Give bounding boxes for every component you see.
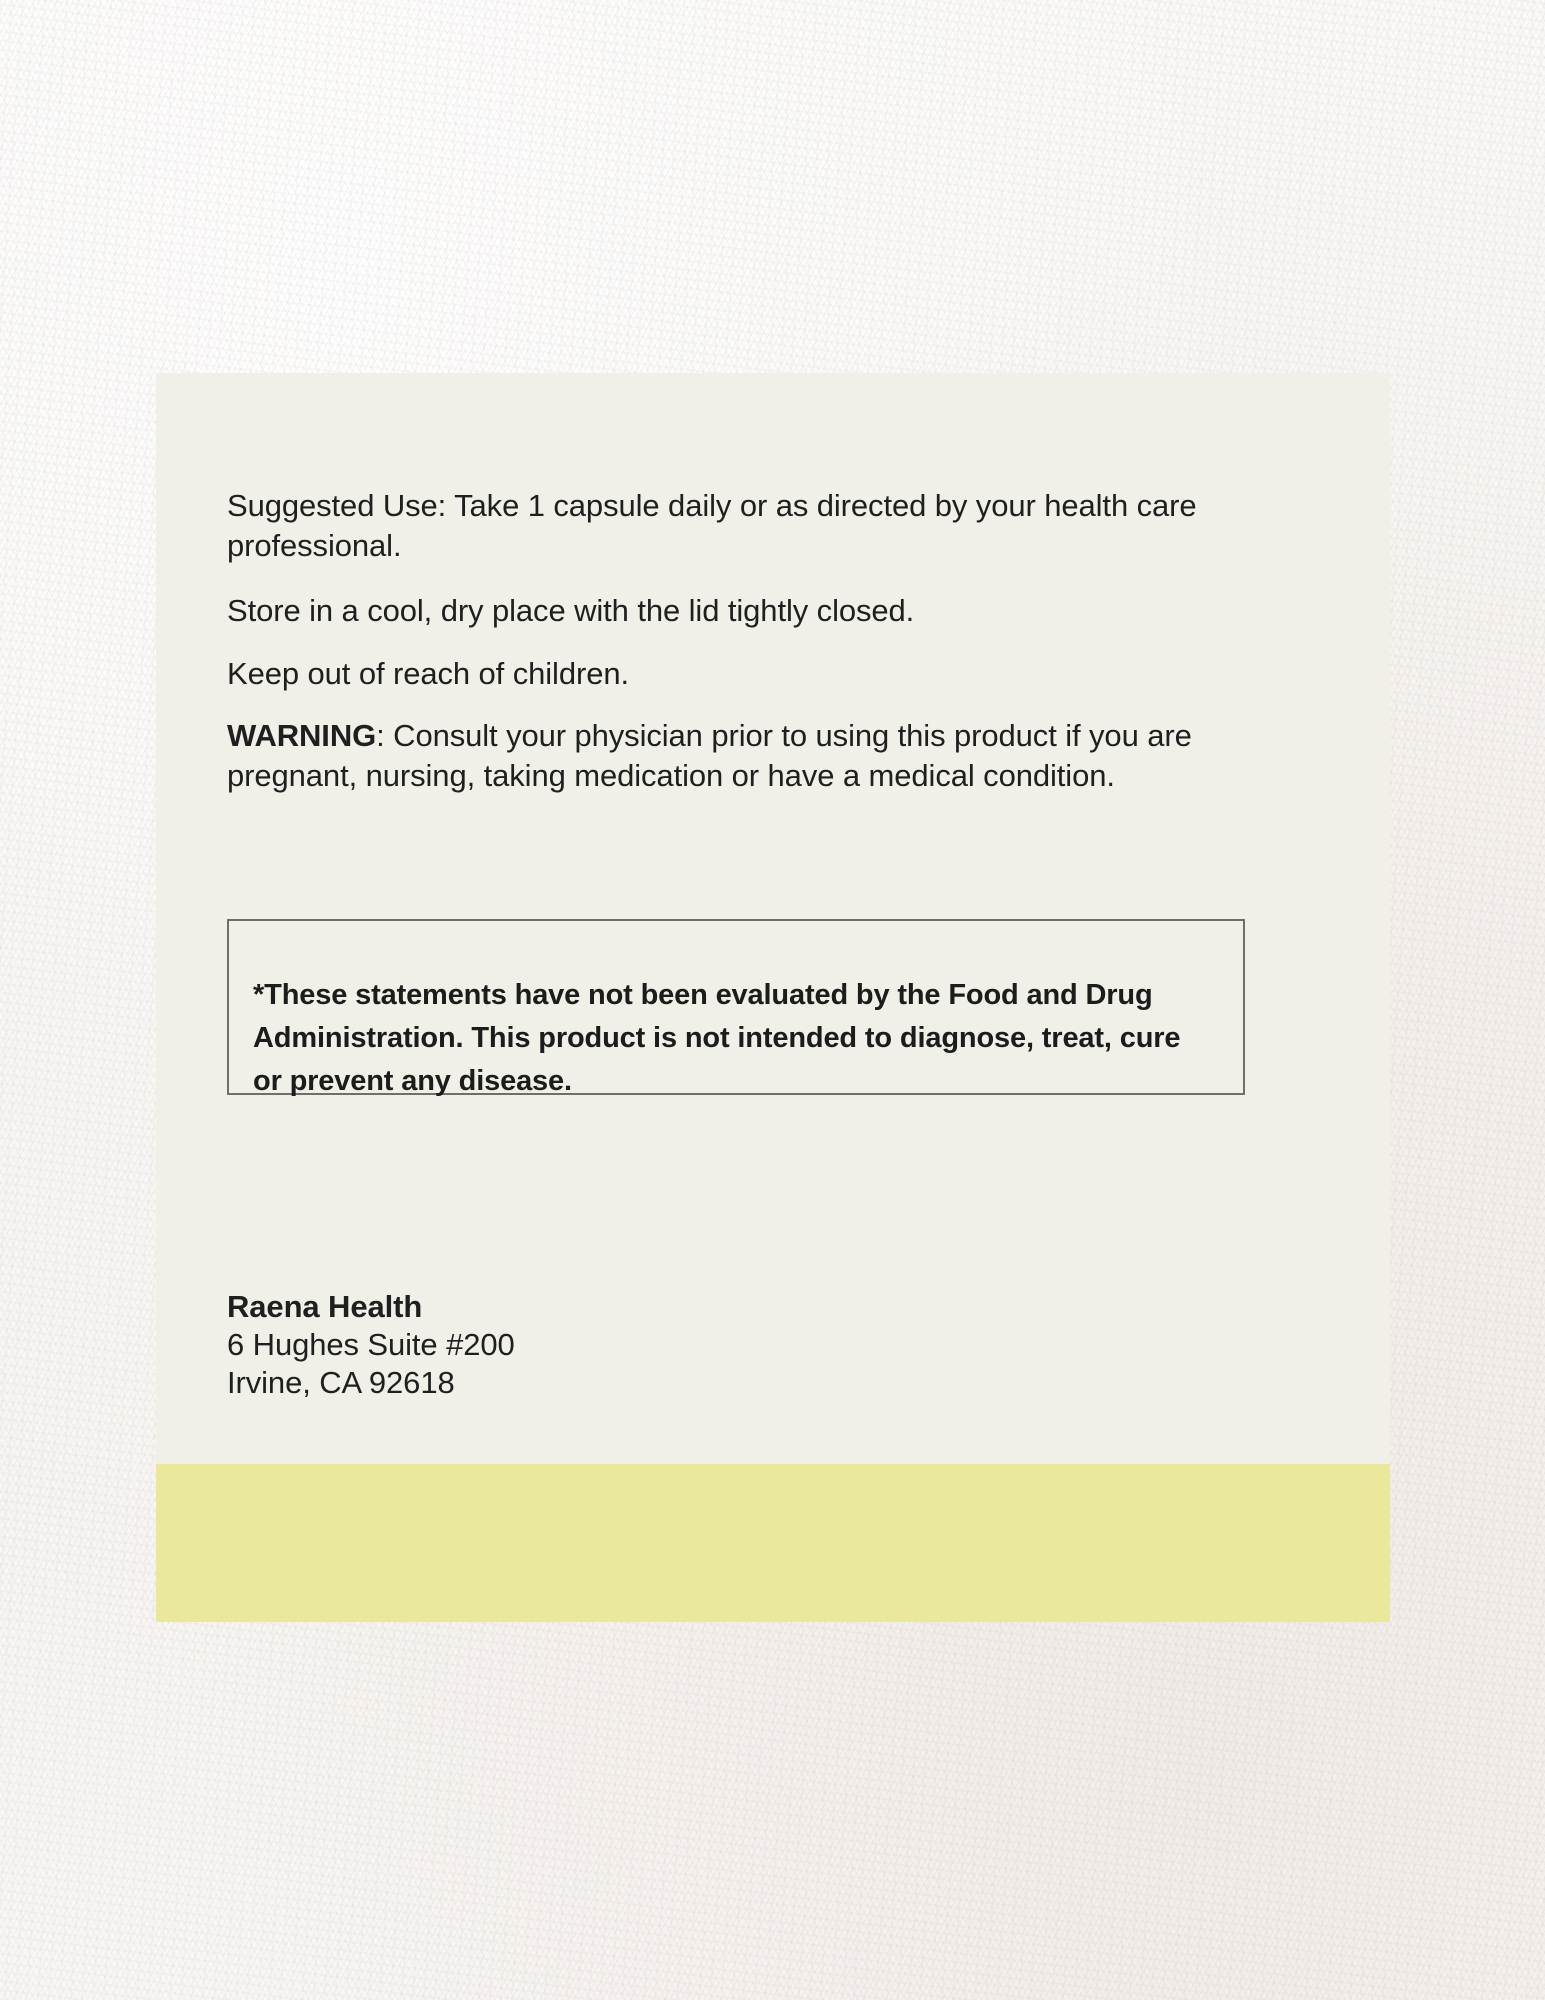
fda-disclaimer-box [227,919,1245,1095]
keep-out-of-reach-paragraph: Keep out of reach of children. [227,656,629,691]
suggested-use-paragraph: Suggested Use: Take 1 capsule daily or as directed by your health care professional. [227,488,1197,563]
company-name: Raena Health [227,1289,423,1324]
company-address-block [227,1288,927,1402]
supplement-facts-label-panel [156,373,1390,1622]
warning-paragraph [227,716,1237,796]
warning-label: WARNING [227,718,377,753]
label-accent-band [156,1464,1390,1622]
company-city-state-zip: Irvine, CA 92618 [227,1365,455,1400]
storage-instructions-paragraph: Store in a cool, dry place with the lid tightly closed. [227,593,915,628]
warning-body-text: : Consult your physician prior to using this product if you are pregnant, nursing, taking medication or have a medical condition. [227,718,1192,793]
fda-disclaimer-text: *These statements have not been evaluated by the Food and Drug Administration. This product is not intended to diagnose, treat, cure or prevent any disease. [253,979,1181,1097]
company-street-address: 6 Hughes Suite #200 [227,1327,515,1362]
